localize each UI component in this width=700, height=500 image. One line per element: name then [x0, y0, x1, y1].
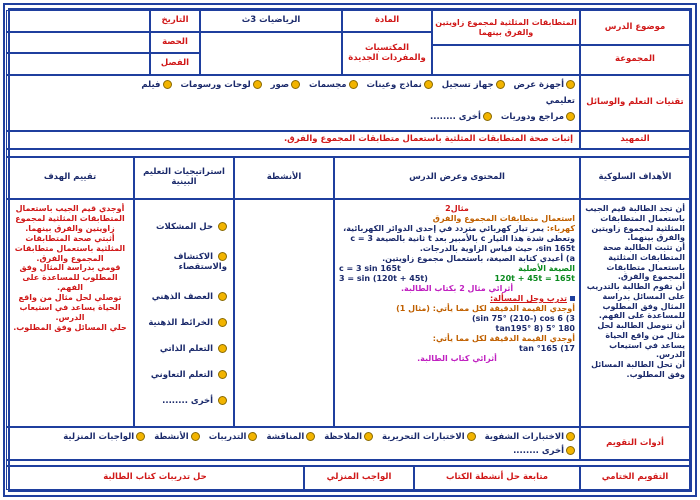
- checkbox-icon[interactable]: [364, 432, 373, 441]
- spacer-row: [6, 149, 690, 157]
- checkbox-icon[interactable]: [424, 80, 433, 89]
- objective-1: أن تجد الطالبة قيم الجيب باستعمال المتطابقات المثلثية لمجموع زاويتين والفرق بينهما.: [585, 204, 685, 243]
- period-value: [6, 32, 150, 53]
- col-strategies: استراتيجيات التعليم البينية: [134, 157, 234, 199]
- checkbox-icon[interactable]: [218, 370, 227, 379]
- strategy-other: أخرى ........: [162, 396, 214, 406]
- strategy-2: الاكتشاف والاستقصاء: [173, 252, 227, 273]
- resource-boards: لوحات ورسومات: [180, 80, 251, 90]
- assessment-row: [11, 432, 575, 442]
- checkbox-icon[interactable]: [248, 432, 257, 441]
- checkbox-icon[interactable]: [483, 112, 492, 121]
- resource-other: أخرى ........: [430, 112, 481, 122]
- evaluation-5: حلي المسائل وفق المطلوب.: [13, 322, 127, 332]
- tool-exercises: التدريبات: [208, 432, 247, 442]
- resources-label: تقنيات التعلم والوسائل: [580, 75, 690, 131]
- objective-4: أن تتوصل الطالبة لحل مثال من واقع الحياة يساعد في استيعاب الدرس.: [597, 321, 685, 360]
- resources-box: [6, 75, 580, 131]
- objectives-cell: [580, 199, 690, 427]
- evaluation-1: أوجدي قيم الجيب باستعمال المتطابقات المثلثية لمجموع زاويتين والفرق بينهما.: [15, 204, 125, 233]
- homework-value: حل تدريبات كتاب الطالبة: [6, 466, 304, 490]
- resource-projector: أجهزة عرض: [513, 80, 564, 90]
- class-value: [6, 53, 150, 75]
- lesson-plan: [8, 8, 692, 492]
- tool-other: أخرى ........: [513, 446, 564, 456]
- group-label: المجموعة: [580, 45, 690, 75]
- checkbox-icon[interactable]: [566, 446, 575, 455]
- class-label: الفصل: [150, 53, 200, 75]
- col-objectives: الأهداف السلوكية: [580, 157, 690, 199]
- checkbox-icon[interactable]: [467, 432, 476, 441]
- content-body: [339, 204, 575, 364]
- strategy-3: العصف الذهني: [151, 292, 214, 302]
- checkbox-icon[interactable]: [496, 80, 505, 89]
- checkbox-icon[interactable]: [136, 432, 145, 441]
- final-eval-value: متابعة حل أنشطة الكتاب: [414, 466, 580, 490]
- checkbox-icon[interactable]: [218, 222, 227, 231]
- resource-film: فيلم: [141, 80, 161, 90]
- bullet-icon: [570, 296, 575, 301]
- objective-2: أن تثبت الطالبة صحة المتطابقات المثلثية باستعمال متطابقات المجموع والفرق.: [603, 243, 685, 282]
- intro-text: إثبات صحة المتطابقات المثلثية باستعمال متطابقات المجموع والفرق.: [6, 131, 580, 149]
- checkbox-icon[interactable]: [218, 318, 227, 327]
- checkbox-icon[interactable]: [566, 432, 575, 441]
- checkbox-icon[interactable]: [566, 80, 575, 89]
- checkbox-icon[interactable]: [566, 112, 575, 121]
- objectives-list: [584, 204, 685, 380]
- checkbox-icon[interactable]: [191, 432, 200, 441]
- resources-row1-extra: تعليمي: [545, 96, 575, 106]
- original-label: الصيغة الأصلية: [518, 264, 575, 273]
- group-value: [432, 45, 580, 75]
- assessment-box: [6, 427, 580, 460]
- strategy-6: التعلم التعاوني: [150, 370, 214, 380]
- problem-label: كهرباء:: [546, 224, 575, 233]
- strategy-4: الخرائط الذهنية: [148, 318, 214, 328]
- example-title: مثال2: [445, 204, 469, 213]
- date-label: التاريخ: [150, 10, 200, 32]
- evaluation-4: توصلي لحل مثال من واقع الحياة يساعد في استيعاب الدرس.: [18, 293, 122, 322]
- col-content: المحتوى وعرض الدرس: [334, 157, 580, 199]
- checkbox-icon[interactable]: [163, 80, 172, 89]
- formula-3: 3 = sin (120t + 45t): [339, 274, 428, 283]
- evaluation-2: أثبتي صحة المتطابقات المثلثية باستعمال متطابقات المجموع والفرق.: [14, 233, 126, 263]
- final-eval-label: التقويم الختامي: [580, 466, 690, 490]
- part-a: a) أعيدي كتابة الصيغة، باستعمال مجموع زاويتين.: [382, 254, 575, 263]
- strategy-5: التعلم الذاتي: [159, 344, 214, 354]
- prereq-label: المكتسبات والمفردات الجديدة: [342, 32, 432, 75]
- formula-1: c = 3 sin 165t: [339, 264, 401, 273]
- note-2: أثرائي كتاب الطالبة.: [417, 354, 497, 363]
- checkbox-icon[interactable]: [291, 80, 300, 89]
- strategy-1: حل المشكلات: [155, 222, 214, 232]
- activities-cell: [234, 199, 334, 427]
- resource-images: صور: [270, 80, 290, 90]
- checkbox-icon[interactable]: [253, 80, 262, 89]
- tool-observation: الملاحظة: [324, 432, 363, 442]
- col-evaluation: تقييم الهدف: [6, 157, 134, 199]
- tool-oral: الاختبارات الشفوية: [484, 432, 564, 442]
- question-4: tan195° 8) 5° 180: [495, 324, 575, 333]
- resource-samples: نماذج وعينات: [366, 80, 422, 90]
- objective-3: أن تقوم الطالبة بالتدريب على المسائل بدراسة المثال وفق المطلوب للمساعدة على الفهم.: [586, 282, 685, 321]
- tool-discussion: المناقشة: [266, 432, 305, 442]
- resource-recorder: جهاز تسجيل: [441, 80, 494, 90]
- strategies-list: [139, 222, 227, 416]
- checkbox-icon[interactable]: [349, 80, 358, 89]
- resource-models: مجسمات: [309, 80, 347, 90]
- tool-written: الاختبارات التحريرية: [382, 432, 465, 442]
- tool-activities: الأنشطة: [154, 432, 189, 442]
- evaluation-list: [11, 204, 129, 333]
- note-1: أثرائي مثال 2 بكتاب الطالبة.: [400, 284, 514, 293]
- prereq-value: [200, 32, 342, 75]
- tool-homework: الواجبات المنزلية: [63, 432, 135, 442]
- question-5: tan °165 (17: [519, 344, 575, 353]
- content-heading: استعمال متطابقات المجموع والفرق: [432, 214, 575, 223]
- strategies-cell: [134, 199, 234, 427]
- checkbox-icon[interactable]: [218, 252, 227, 261]
- content-cell: [334, 199, 580, 427]
- intro-label: التمهيد: [580, 131, 690, 149]
- evaluation-cell: [6, 199, 134, 427]
- assessment-label: أدوات التقويم: [580, 427, 690, 460]
- lesson-topic-label: موضوع الدرس: [580, 10, 690, 45]
- question-2: أوجدي القيمة الدقيقة لكل مما يأتي:: [432, 334, 575, 343]
- date-value: [6, 10, 150, 32]
- checkbox-icon[interactable]: [218, 292, 227, 301]
- objective-5: أن تحل الطالبة المسائل وفق المطلوب.: [591, 360, 685, 379]
- subject-value: الرياضيات 3ث: [200, 10, 342, 32]
- assessment-other: [513, 446, 575, 456]
- evaluation-3: قومي بدراسة المثال وفق المطلوب للمساعدة على الفهم.: [19, 263, 121, 293]
- formula-2: 120t + 45t = 165t: [494, 274, 575, 283]
- resource-references: مراجع ودوريات: [500, 112, 564, 122]
- resources-row2: [424, 112, 575, 122]
- practice-label: تدرب وحل المسألة:: [489, 294, 567, 303]
- question-3: 3) sin 75° (210-) cos 6): [471, 314, 575, 323]
- homework-label: الواجب المنزلي: [304, 466, 414, 490]
- resources-row1: [11, 80, 575, 90]
- period-label: الحصة: [150, 32, 200, 53]
- col-activities: الأنشطة: [234, 157, 334, 199]
- subject-label: المادة: [342, 10, 432, 32]
- problem-text: يمر تيار كهربائي متردد في إحدى الدوائر الكهربائية، وتعطى شدة هذا التيار c بالأمبير بعد t ثانية بالصيغة c = 3 sin 165t، حيث قياس الزاوية بالدرجات.: [343, 224, 575, 253]
- checkbox-icon[interactable]: [218, 344, 227, 353]
- checkbox-icon[interactable]: [218, 396, 227, 405]
- checkbox-icon[interactable]: [306, 432, 315, 441]
- lesson-topic: المتطابقات المثلثية لمجموع زاويتين والفرق بينهما: [432, 10, 580, 45]
- question-1: أوجدي القيمة الدقيقة لكل مما يأتي: (مثال 1): [396, 304, 575, 313]
